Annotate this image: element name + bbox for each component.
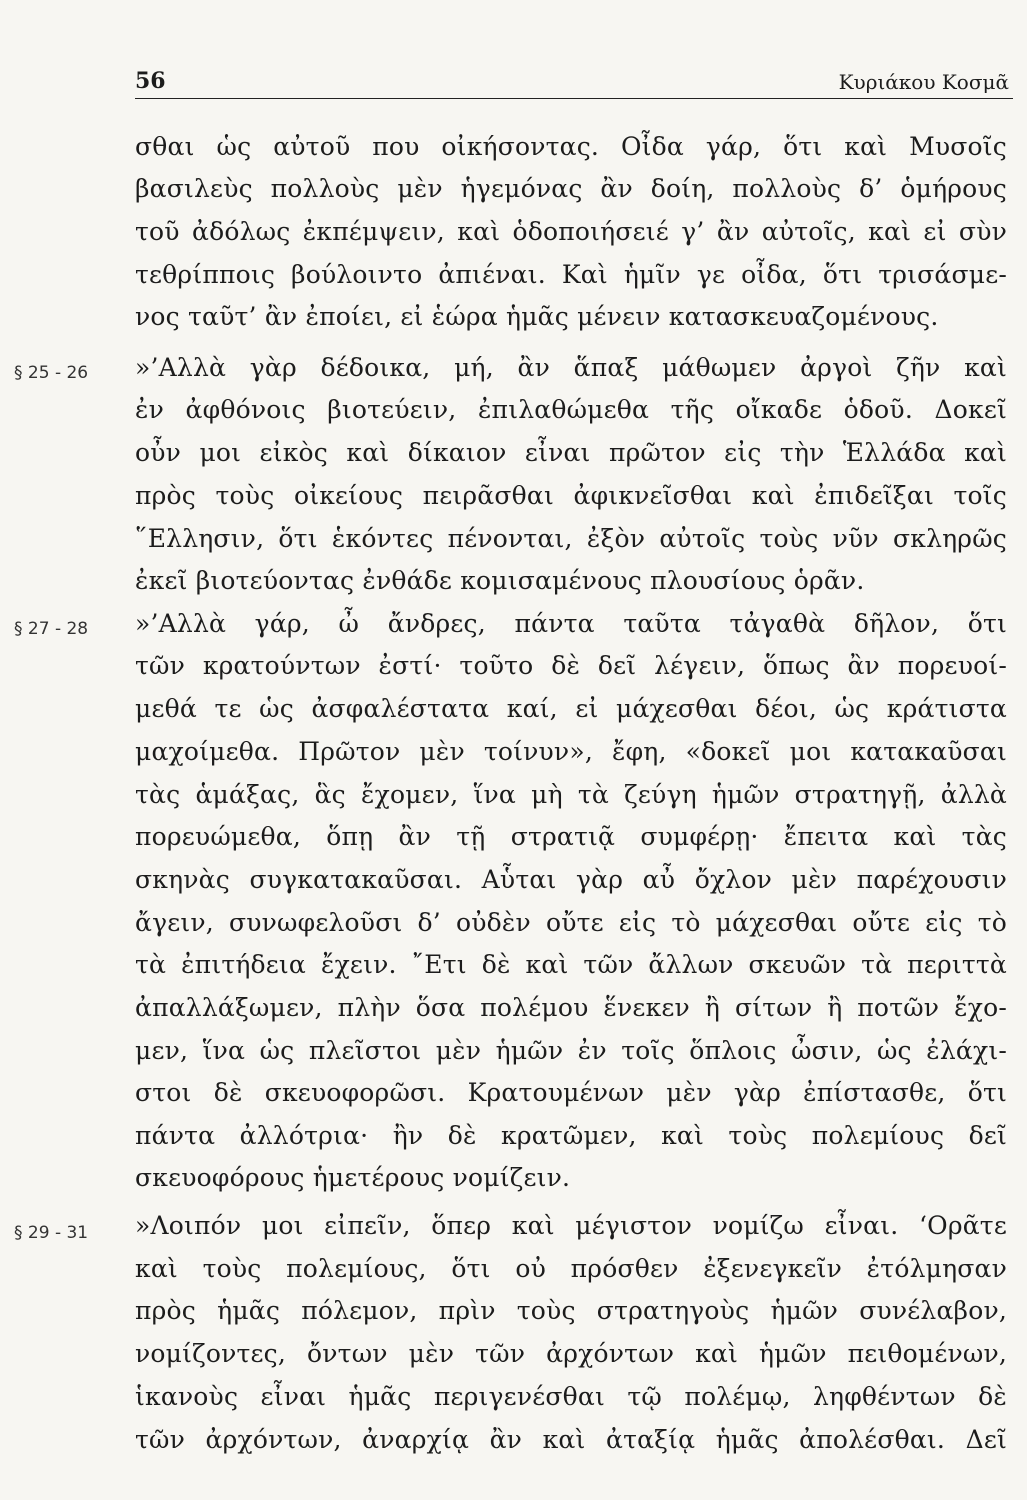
text-line: οὖν μοι εἰκὸς καὶ δίκαιον εἶναι πρῶτον εἰς τὴν Ἑλλάδα καὶ [135, 438, 1007, 467]
text-line: νος ταῦτ’ ἂν ἐποίει, εἰ ἑώρα ἡμᾶς μένειν κατασκευαζομένους. [135, 302, 939, 331]
margin-ref-section-25-26: § 25 - 26 [14, 363, 89, 383]
text-line: πρὸς ἡμᾶς πόλεμον, πρὶν τοὺς στρατηγοὺς ἡμῶν συνέλαβον, [135, 1296, 1007, 1325]
text-line: τὰς ἁμάξας, ἃς ἔχομεν, ἵνα μὴ τὰ ζεύγη ἡμῶν στρατηγῇ, ἀλλὰ [135, 780, 1007, 809]
text-line: »’Αλλὰ γάρ, ὦ ἄνδρες, πάντα ταῦτα τἀγαθὰ δῆλον, ὅτι [135, 609, 1007, 638]
text-line: τοῦ ἀδόλως ἐκπέμψειν, καὶ ὁδοποιήσειέ γ’ ἂν αὐτοῖς, καὶ εἰ σὺν [135, 217, 1007, 246]
text-line: μεν, ἵνα ὡς πλεῖστοι μὲν ἡμῶν ἐν τοῖς ὅπλοις ὦσιν, ὡς ἐλάχι- [135, 1036, 1007, 1065]
page-number: 56 [135, 68, 166, 94]
text-line: καὶ τοὺς πολεμίους, ὅτι οὐ πρόσθεν ἐξενεγκεῖν ἐτόλμησαν [135, 1254, 1007, 1283]
margin-ref-section-27-28: § 27 - 28 [14, 619, 89, 639]
text-line: ἐν ἀφθόνοις βιοτεύειν, ἐπιλαθώμεθα τῆς οἴκαδε ὁδοῦ. Δοκεῖ [135, 395, 1007, 424]
text-line: βασιλεὺς πολλοὺς μὲν ἡγεμόνας ἂν δοίη, πολλοὺς δ’ ὁμήρους [135, 174, 1007, 203]
text-line: πάντα ἀλλότρια· ἢν δὲ κρατῶμεν, καὶ τοὺς πολεμίους δεῖ [135, 1121, 1007, 1150]
text-line: μεθά τε ὡς ἀσφαλέστατα καί, εἰ μάχεσθαι δέοι, ὡς κράτιστα [135, 694, 1007, 723]
text-line: τῶν κρατούντων ἐστί· τοῦτο δὲ δεῖ λέγειν, ὅπως ἂν πορευοί- [135, 651, 1007, 680]
text-line: ἀπαλλάξωμεν, πλὴν ὅσα πολέμου ἕνεκεν ἢ σίτων ἢ ποτῶν ἔχο- [135, 993, 1007, 1022]
text-line: νομίζοντες, ὄντων μὲν τῶν ἀρχόντων καὶ ἡμῶν πειθομένων, [135, 1339, 1007, 1368]
margin-ref-section-29-31: § 29 - 31 [14, 1223, 89, 1243]
text-line: σκευοφόρους ἡμετέρους νομίζειν. [135, 1163, 571, 1192]
text-line: μαχοίμεθα. Πρῶτον μὲν τοίνυν», ἔφη, «δοκεῖ μοι κατακαῦσαι [135, 737, 1007, 766]
text-line: ἱκανοὺς εἶναι ἡμᾶς περιγενέσθαι τῷ πολέμῳ, ληφθέντων δὲ [135, 1382, 1007, 1411]
text-line: σθαι ὡς αὐτοῦ που οἰκήσοντας. Οἶδα γάρ, ὅτι καὶ Μυσοῖς [135, 132, 1007, 161]
text-line: σκηνὰς συγκατακαῦσαι. Αὗται γὰρ αὖ ὄχλον μὲν παρέχουσιν [135, 865, 1007, 894]
running-head: Κυριάκου Κοσμᾶ [838, 70, 1009, 94]
text-line: »Λοιπόν μοι εἰπεῖν, ὅπερ καὶ μέγιστον νομίζω εἶναι. ‘Ορᾶτε [135, 1211, 1007, 1240]
text-line: πορευώμεθα, ὅπῃ ἂν τῇ στρατιᾷ συμφέρῃ· ἔπειτα καὶ τὰς [135, 822, 1007, 851]
text-line: στοι δὲ σκευοφορῶσι. Κρατουμένων μὲν γὰρ ἐπίστασθε, ὅτι [135, 1078, 1007, 1107]
text-line: τὰ ἐπιτήδεια ἔχειν. ῎Ετι δὲ καὶ τῶν ἄλλων σκευῶν τὰ περιττὰ [135, 950, 1007, 979]
header-rule [135, 98, 1013, 99]
text-line: πρὸς τοὺς οἰκείους πειρᾶσθαι ἀφικνεῖσθαι καὶ ἐπιδεῖξαι τοῖς [135, 481, 1007, 510]
text-line: τῶν ἀρχόντων, ἀναρχίᾳ ἂν καὶ ἀταξίᾳ ἡμᾶς ἀπολέσθαι. Δεῖ [135, 1425, 1007, 1454]
text-line: τεθρίπποις βούλοιντο ἀπιέναι. Καὶ ἡμῖν γε οἶδα, ὅτι τρισάσμε- [135, 260, 1007, 289]
text-line: ῞Ελλησιν, ὅτι ἑκόντες πένονται, ἐξὸν αὐτοῖς τοὺς νῦν σκληρῶς [135, 524, 1007, 553]
text-line: »’Αλλὰ γὰρ δέδοικα, μή, ἂν ἅπαξ μάθωμεν ἀργοὶ ζῆν καὶ [135, 353, 1007, 382]
text-line: ἄγειν, συνωφελοῦσι δ’ οὐδὲν οὔτε εἰς τὸ μάχεσθαι οὔτε εἰς τὸ [135, 908, 1007, 937]
text-line: ἐκεῖ βιοτεύοντας ἐνθάδε κομισαμένους πλουσίους ὁρᾶν. [135, 566, 865, 595]
